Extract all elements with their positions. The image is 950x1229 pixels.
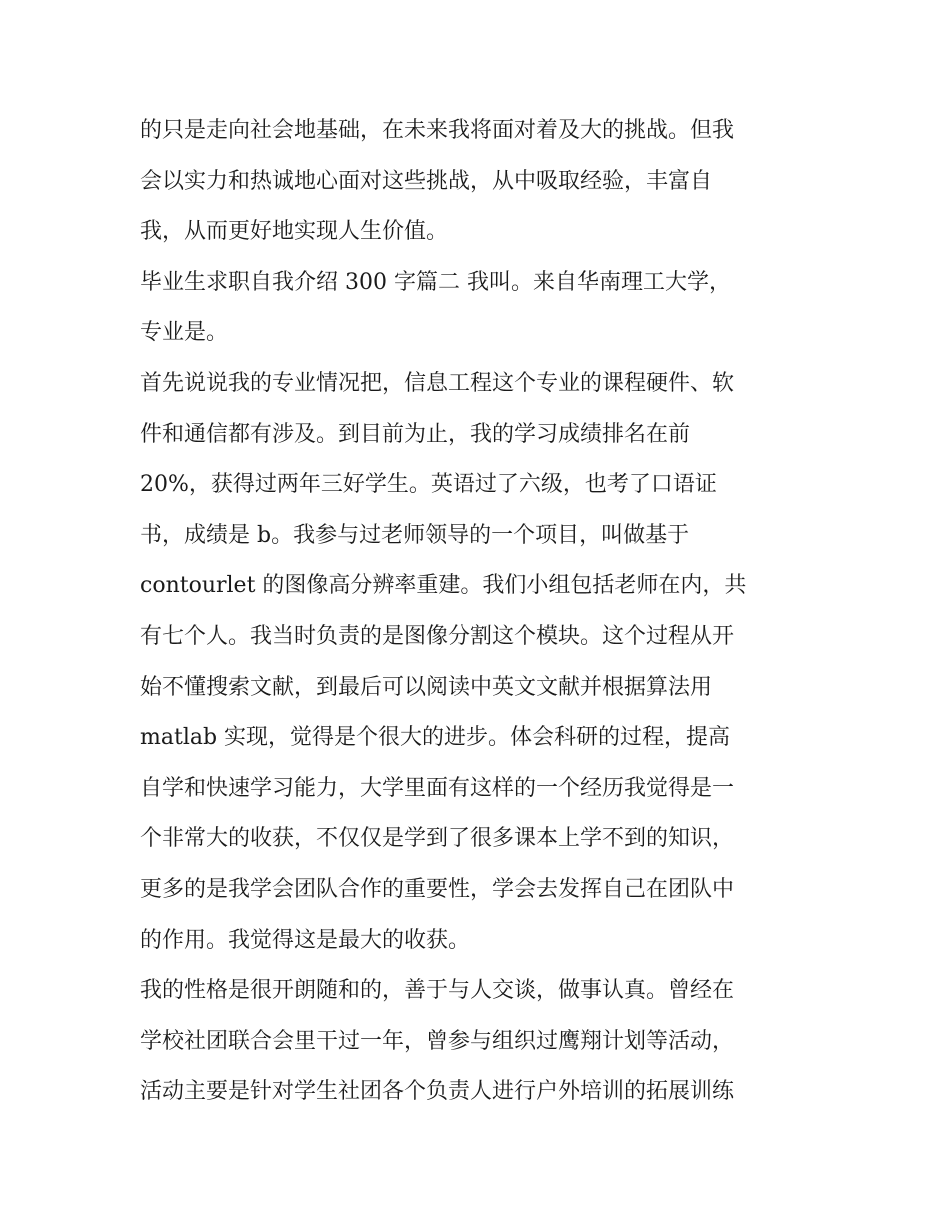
text-line: 自学和快速学习能力，大学里面有这样的一个经历我觉得是一 bbox=[140, 775, 735, 801]
text-line: 20%，获得过两年三好学生。英语过了六级，也考了口语证 bbox=[140, 472, 717, 498]
text-line: 专业是。 bbox=[140, 320, 229, 346]
text-line: 学校社团联合会里干过一年，曾参与组织过鹰翔计划等活动， bbox=[140, 1028, 735, 1054]
text-line: 首先说说我的专业情况把，信息工程这个专业的课程硬件、软 bbox=[140, 370, 735, 396]
document-body bbox=[140, 108, 830, 1120]
text-line: 活动主要是针对学生社团各个负责人进行户外培训的拓展训练 bbox=[140, 1079, 735, 1105]
text-line: 我，从而更好地实现人生价值。 bbox=[140, 219, 449, 245]
text-line: 书，成绩是 b。我参与过老师领导的一个项目，叫做基于 bbox=[140, 522, 690, 548]
text-line: matlab 实现，觉得是个很大的进步。体会科研的过程，提高 bbox=[140, 725, 731, 751]
text-line: 更多的是我学会团队合作的重要性，学会去发挥自己在团队中 bbox=[140, 876, 735, 902]
text-line: 个非常大的收获，不仅仅是学到了很多课本上学不到的知识， bbox=[140, 826, 735, 852]
text-line: 始不懂搜索文献，到最后可以阅读中英文文献并根据算法用 bbox=[140, 674, 713, 700]
text-line: 我的性格是很开朗随和的，善于与人交谈，做事认真。曾经在 bbox=[140, 978, 735, 1004]
text-line: 的作用。我觉得这是最大的收获。 bbox=[140, 927, 471, 953]
text-line: 件和通信都有涉及。到目前为止，我的学习成绩排名在前 bbox=[140, 421, 691, 447]
text-line: 会以实力和热诚地心面对这些挑战，从中吸取经验，丰富自 bbox=[140, 168, 713, 194]
text-line: 毕业生求职自我介绍 300 字篇二 我叫。来自华南理工大学， bbox=[140, 269, 731, 295]
text-line: 有七个人。我当时负责的是图像分割这个模块。这个过程从开 bbox=[140, 623, 735, 649]
text-line: contourlet 的图像高分辨率重建。我们小组包括老师在内，共 bbox=[140, 573, 747, 599]
text-line: 的只是走向社会地基础，在未来我将面对着及大的挑战。但我 bbox=[140, 118, 735, 143]
